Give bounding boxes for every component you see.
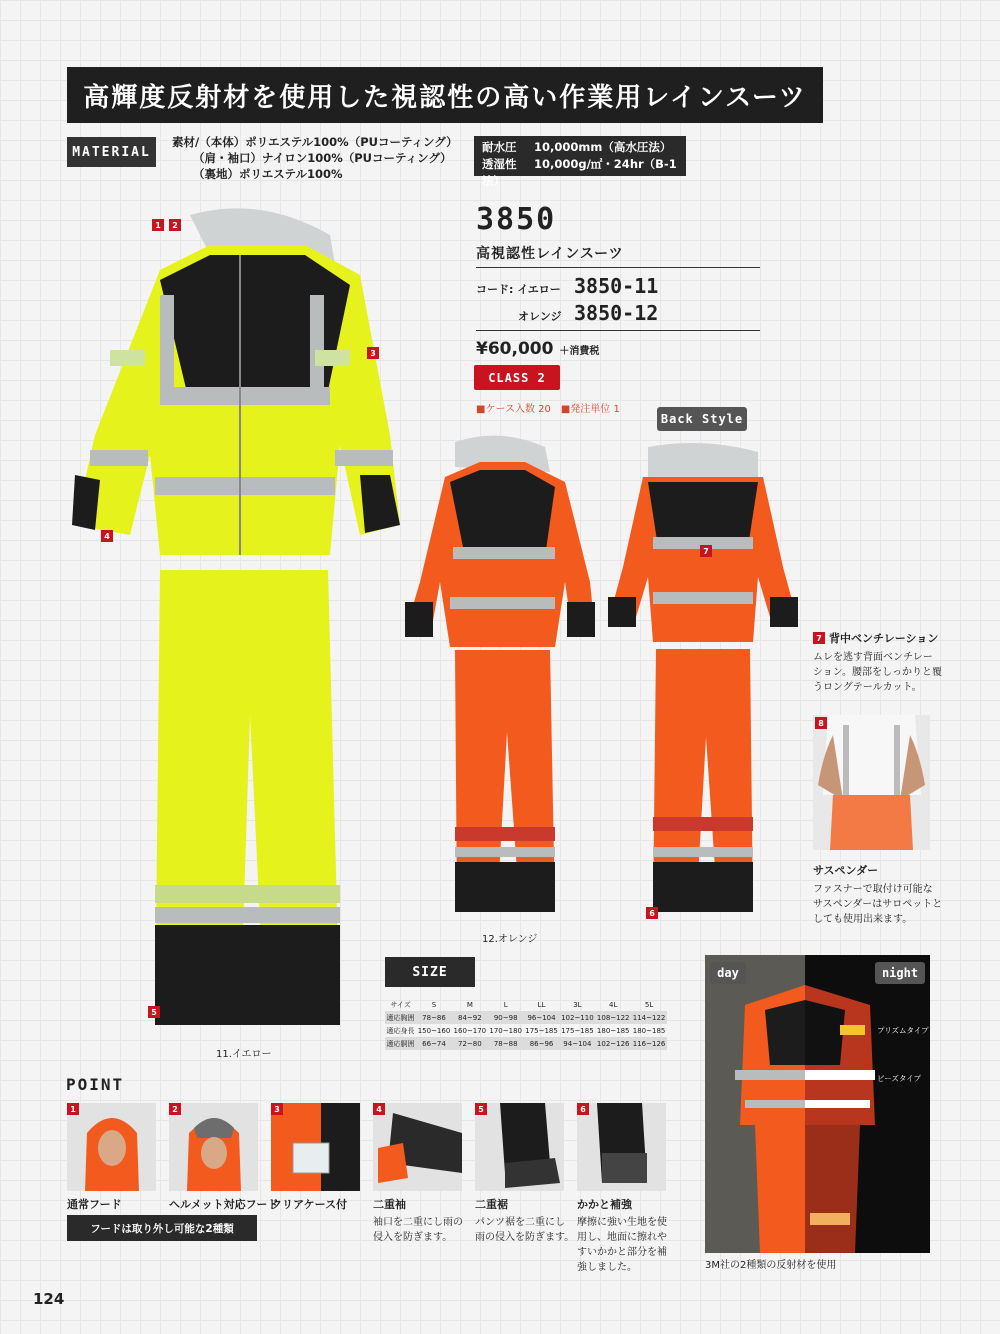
point-4-photo (373, 1103, 462, 1191)
model-number: 3850 (476, 202, 557, 237)
breath-value: 10,000g/㎡・24hr（B-1法） (482, 157, 677, 188)
marker-2: 2 (169, 219, 181, 231)
point-2-num: 2 (169, 1103, 181, 1115)
marker-3: 3 (367, 347, 379, 359)
size-table (385, 998, 667, 1050)
table-row: 適応胸囲 78~86 84~92 90~98 96~104 102~110 108~122 114~122 (385, 1011, 667, 1024)
marker-1: 1 (152, 219, 164, 231)
point-1-photo (67, 1103, 156, 1191)
water-value: 10,000mm（高水圧法） (534, 140, 672, 154)
point-5-block: 二重裾 パンツ裾を二重にし 雨の侵入を防ぎます。 (475, 1198, 575, 1243)
marker-7: 7 (700, 545, 712, 557)
size-header-row: サイズ S M L LL 3L 4L 5L (390, 1000, 654, 1009)
table-row: 適応身長 150~160 160~170 170~180 175~185 175~185 180~185 180~185 (386, 1026, 666, 1035)
feature-7 (813, 630, 973, 695)
code-label-orange: オレンジ (518, 310, 562, 323)
daynight-caption: 3M社の2種類の反射材を使用 (705, 1260, 837, 1271)
code-label: コード: イエロー (476, 283, 561, 296)
code-yellow: 3850-11 (574, 274, 659, 298)
point-6-photo (577, 1103, 666, 1191)
caption-orange: 12.オレンジ (482, 934, 538, 945)
point-3-photo (271, 1103, 360, 1191)
point-1-num: 1 (67, 1103, 79, 1115)
point-title: POINT (66, 1075, 125, 1094)
model-name: 高視認性レインスーツ (476, 246, 624, 262)
point-2-title: ヘルメット対応フード (169, 1198, 279, 1211)
night-tag: night (875, 962, 925, 984)
code-orange: 3850-12 (574, 301, 659, 325)
marker-8: 8 (815, 717, 827, 729)
page-title: 高輝度反射材を使用した視認性の高い作業用レインスーツ (67, 67, 823, 123)
divider (476, 267, 760, 268)
table-row: 適応胴囲 66~74 72~80 78~88 86~96 94~104 102~126 116~126 (385, 1037, 667, 1050)
water-label: 耐水圧 (482, 140, 517, 154)
beads-label: ビーズタイプ (877, 1074, 921, 1083)
suspender-photo (813, 715, 930, 850)
material-text (172, 134, 458, 182)
feature-8 (813, 862, 973, 927)
point-5-photo (475, 1103, 564, 1191)
point-3-num: 3 (271, 1103, 283, 1115)
material-tag: MATERIAL (67, 137, 156, 167)
feature-7-title: 背中ベンチレーション (829, 632, 939, 645)
orange-suit-back-image (608, 437, 798, 922)
day-night-photo (705, 955, 930, 1253)
marker-5: 5 (148, 1006, 160, 1018)
point-6-block: かかと補強 摩擦に強い生地を使 用し、地面に擦れや すいかかと部分を補 強しました。 (577, 1198, 667, 1273)
page-number: 124 (33, 1290, 65, 1308)
back-style-tag: Back Style (657, 407, 747, 431)
point-3-title: クリアケース付 (271, 1198, 348, 1211)
point-4-block: 二重袖 袖口を二重にし雨の 侵入を防ぎます。 (373, 1198, 463, 1243)
day-tag: day (710, 962, 746, 984)
divider (476, 330, 760, 331)
breath-label: 透湿性 (482, 157, 517, 171)
point-4-num: 4 (373, 1103, 385, 1115)
point-5-num: 5 (475, 1103, 487, 1115)
marker-4: 4 (101, 530, 113, 542)
material-line-1: 素材/（本体）ポリエステル100%（PUコーティング） (172, 135, 458, 149)
yellow-suit-image (60, 195, 400, 1035)
feature-8-text: ファスナーで取付け可能な サスペンダーはサロペットと しても使用出来ます。 (813, 884, 943, 925)
case-info: ■ケース入数 20 ■発注単位 1 (476, 404, 620, 415)
point-2-photo (169, 1103, 258, 1191)
class-badge: CLASS 2 (474, 365, 560, 390)
feature-7-num: 7 (813, 632, 825, 644)
point-1-title: 通常フード (67, 1198, 122, 1211)
feature-7-text: ムレを逃す背面ベンチレー ション。腰部をしっかりと覆 うロングテールカット。 (813, 652, 942, 693)
spec-box (474, 136, 686, 188)
prism-label: プリズムタイプ (877, 1026, 929, 1035)
material-line-3: （裏地）ポリエステル100% (193, 167, 343, 181)
price: ¥60,000 ＋消費税 (476, 339, 600, 359)
caption-yellow: 11.イエロー (216, 1049, 272, 1060)
size-tag: SIZE (385, 957, 475, 987)
feature-8-title: サスペンダー (813, 864, 879, 877)
orange-suit-front-image (405, 432, 595, 922)
material-line-2: （肩・袖口）ナイロン100%（PUコーティング） (193, 151, 452, 165)
marker-6: 6 (646, 907, 658, 919)
point-6-num: 6 (577, 1103, 589, 1115)
hood-note: フードは取り外し可能な2種類 (67, 1215, 257, 1241)
